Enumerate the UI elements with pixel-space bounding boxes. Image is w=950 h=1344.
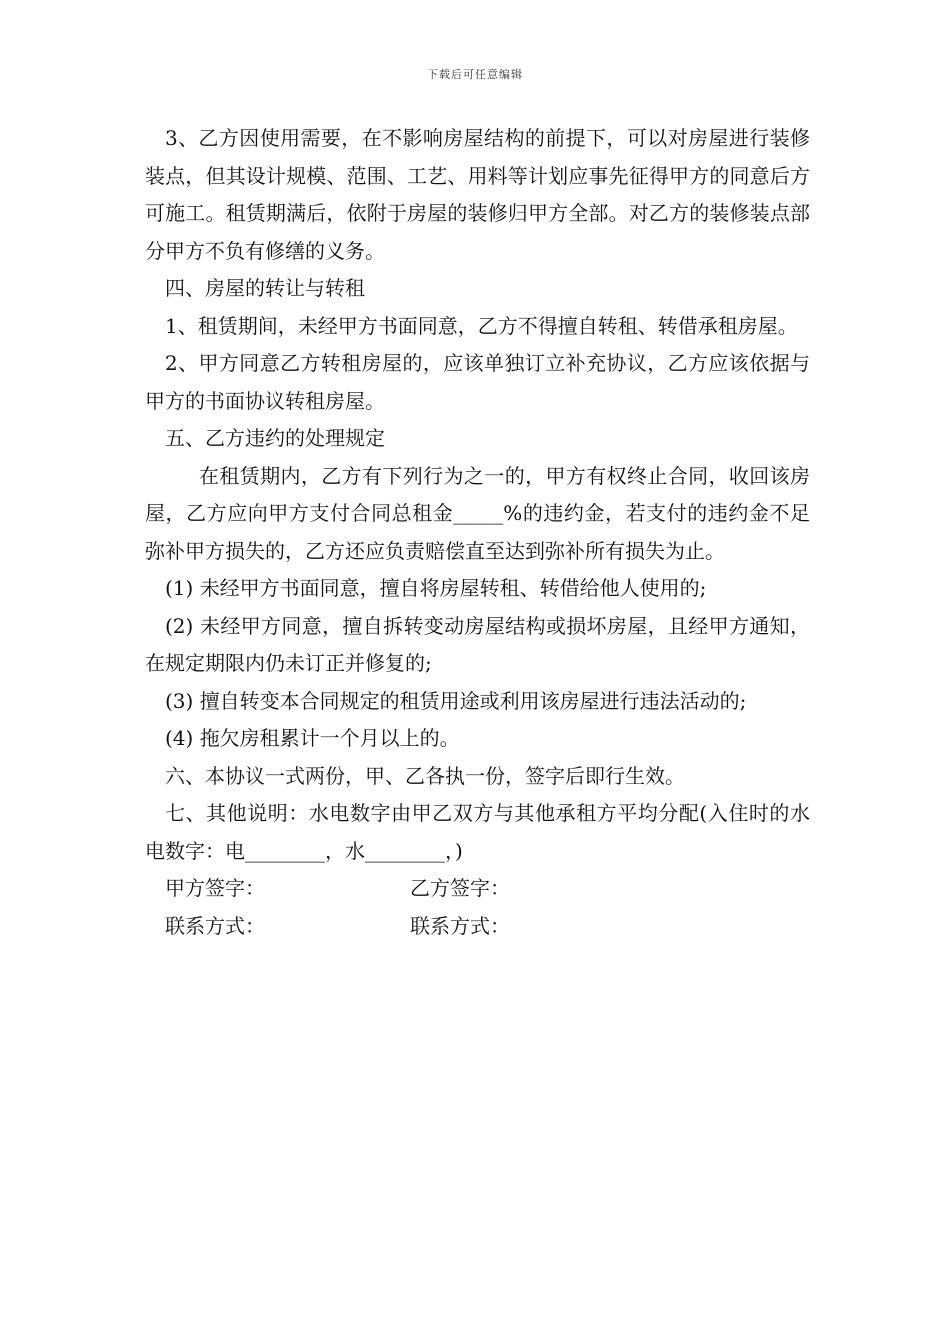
breach-item-3: (3) 擅自转变本合同规定的租赁用途或利用该房屋进行违法活动的; (165, 688, 747, 713)
section-5-paragraph: 在租赁期内，乙方有下列行为之一的，甲方有权终止合同，收回该房屋，乙方应向甲方支付合同总租金_____%的违约金，若支付的违约金不足弥补甲方损失的，乙方还应负责赔偿直至达到弥补所有损失为止。 (145, 463, 810, 563)
document-body (145, 120, 810, 945)
party-a-contact-label: 联系方式： (165, 913, 265, 938)
page-header-note: 下载后可任意编辑 (427, 68, 523, 81)
contact-row (145, 908, 810, 946)
party-a-signature-label: 甲方签字： (165, 876, 265, 900)
breach-item-1: (1) 未经甲方书面同意，擅自将房屋转租、转借给他人使用的; (165, 576, 707, 600)
breach-item-4: (4) 拖欠房租累计一个月以上的。 (165, 726, 460, 750)
clause-3-decoration: 3、乙方因使用需要，在不影响房屋结构的前提下，可以对房屋进行装修装点，但其设计规模、范围、工艺、用料等计划应事先征得甲方的同意后方可施工。租赁期满后，依附于房屋的装修归甲方全部。对乙方的装修装点部分甲方不负有修缮的义务。 (145, 126, 810, 263)
clause-4-1-sublease: 1、租赁期间，未经甲方书面同意，乙方不得擅自转租、转借承租房屋。 (165, 313, 798, 338)
breach-item-2: (2) 未经甲方同意，擅自拆转变动房屋结构或损坏房屋，且经甲方通知，在规定期限内仍未订正并修复的; (145, 613, 810, 675)
section-5-heading: 五、乙方违约的处理规定 (165, 426, 385, 450)
section-6-heading: 六、本协议一式两份，甲、乙各执一份，签字后即行生效。 (165, 763, 685, 788)
party-b-signature-label: 乙方签字： (410, 876, 510, 900)
party-b-contact-label: 联系方式： (410, 913, 510, 938)
section-4-heading: 四、房屋的转让与转租 (165, 276, 365, 300)
clause-4-2-sublease-agreement: 2、甲方同意乙方转租房屋的，应该单独订立补充协议，乙方应该依据与甲方的书面协议转租房屋。 (145, 351, 810, 413)
signature-row (145, 870, 810, 908)
section-7-heading: 七、其他说明：水电数字由甲乙双方与其他承租方平均分配(入住时的水电数字：电________，水________，) (145, 801, 810, 863)
